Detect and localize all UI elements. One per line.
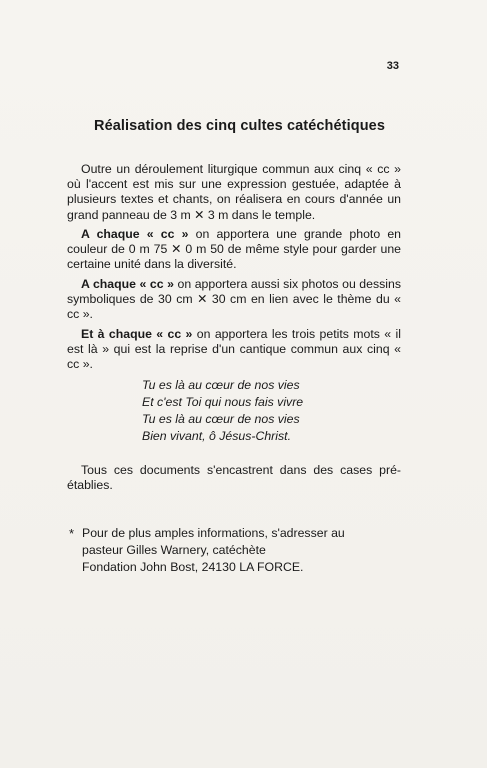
hymn-verse xyxy=(142,377,303,445)
paragraph-text: on apportera les trois petits mots « il est là » qui est la reprise d'un cantique commun aux cinq « cc ». xyxy=(67,327,401,372)
hymn-line: Bien vivant, ô Jésus-Christ. xyxy=(142,429,291,443)
asterisk-bullet: * xyxy=(69,526,75,541)
hymn-line: Et c'est Toi qui nous fais vivre xyxy=(142,395,304,409)
paragraph-cases-text: Tous ces documents s'encastrent dans des cases pré-établies. xyxy=(67,463,401,493)
hymn-line: Tu es là au cœur de nos vies xyxy=(142,412,300,426)
page-number: 33 xyxy=(386,60,399,72)
contact-note xyxy=(69,525,402,576)
paragraph-intro-text: Outre un déroulement liturgique commun aux cinq « cc » où l'accent est mis sur une expression gestuée, adaptée à plusieurs textes et chants, on réalisera en cours d'année un grand panneau de 3 m ✕ 3 m dans le temple. xyxy=(67,162,401,222)
paragraph-text: on apportera une grande photo en couleur de 0 m 75 ✕ 0 m 50 de même style pour garder une certaine unité dans la diversité. xyxy=(67,227,401,272)
hymn-line: Tu es là au cœur de nos vies xyxy=(142,378,300,392)
paragraph-cases xyxy=(67,463,401,507)
paragraph-lead: A chaque « cc » xyxy=(81,277,174,291)
paragraph-lead: Et à chaque « cc » xyxy=(81,327,193,341)
contact-line: pasteur Gilles Warnery, catéchète xyxy=(82,543,266,557)
contact-line: Fondation John Bost, 24130 LA FORCE. xyxy=(82,560,304,574)
paragraph-text: on apportera aussi six photos ou dessins symboliques de 30 cm ✕ 30 cm en lien avec le thème du « cc ». xyxy=(67,277,402,322)
paragraph-intro xyxy=(67,162,401,237)
contact-line: Pour de plus amples informations, s'adresser au xyxy=(82,526,345,540)
paragraph-lead: A chaque « cc » xyxy=(81,227,189,241)
section-title: Réalisation des cinq cultes catéchétiques xyxy=(94,118,385,134)
